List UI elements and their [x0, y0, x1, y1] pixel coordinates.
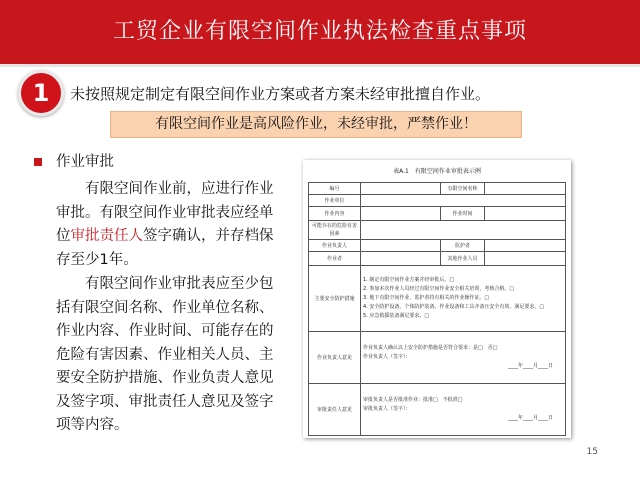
leader-opinion-text: 作业负责人确认以上安全防护措施是否符合要求：是□ 否□ [363, 345, 498, 351]
approval-form-image [303, 160, 571, 438]
form-label-others: 其他作业人员 [441, 252, 485, 266]
form-leader-opinion [361, 332, 566, 384]
measure-item: 5. 应急救援装备满足要求。□ [363, 313, 430, 319]
slide-title: 工贸企业有限空间作业执法检查重点事项 [112, 19, 527, 44]
title-bar [0, 0, 640, 67]
form-label-leader-opinion: 作业负责人意见 [309, 332, 361, 384]
form-label-space-name: 有限空间名称 [441, 183, 485, 195]
form-measures [361, 266, 566, 332]
leader-date: ____年____月____日 [507, 363, 553, 369]
approver-signature: 审批负责人（签字）： [363, 406, 411, 412]
approver-emphasis: 审批责任人 [70, 228, 143, 244]
form-cell [485, 240, 566, 252]
form-cell [361, 252, 441, 266]
approver-date: ____年____月____日 [507, 415, 553, 421]
violation-headline: 未按照规定制定有限空间作业方案或者方案未经审批擅自作业。 [70, 85, 491, 103]
form-cell [361, 195, 566, 207]
measure-item: 3. 地下有限空间作业，监护者持有相关的作业操作证。□ [363, 295, 490, 301]
form-label-number: 编号 [309, 183, 361, 195]
measure-item: 4. 安全防护设备、个体防护装备、作业设备和工具齐备且安全有效，满足要求。□ [363, 304, 545, 310]
form-cell [361, 183, 441, 195]
form-label-measures: 主要安全防护措施 [309, 266, 361, 332]
form-label-approver-opinion: 审批责任人意见 [309, 384, 361, 436]
form-label-leader: 作业负责人 [309, 240, 361, 252]
form-cell [485, 183, 566, 195]
form-cell [361, 207, 441, 221]
form-cell [485, 207, 566, 221]
form-label-guardian: 监护者 [441, 240, 485, 252]
form-label-hazards: 可能存在的危险有害因素 [309, 221, 361, 240]
para1-text-a: 有限空间作业前，应进行作业审批。有限空间作业审批表应经单位 [56, 181, 274, 244]
paragraph-approval [56, 178, 286, 272]
form-label-time: 作业时间 [441, 207, 485, 221]
item-number-badge: 1 [18, 70, 64, 116]
section-heading: 作业审批 [56, 154, 114, 170]
square-bullet-icon [34, 158, 42, 166]
form-label-unit: 作业单位 [309, 195, 361, 207]
form-approver-opinion [361, 384, 566, 436]
approval-form-table [308, 182, 566, 436]
form-cell [485, 252, 566, 266]
warning-highlight: 有限空间作业是高风险作业，未经审批，严禁作业！ [110, 111, 522, 138]
form-cell [361, 240, 441, 252]
form-label-worker: 作业者 [309, 252, 361, 266]
leader-signature: 作业负责人（签字）： [363, 354, 411, 360]
form-cell [361, 221, 566, 240]
paragraph-form-contents: 有限空间作业审批表应至少包括有限空间名称、作业单位名称、作业内容、作业时间、可能存在的危险有害因素、作业相关人员、主要安全防护措施、作业负责人意见及签字项、审批责任人意见及签字项等内容。 [56, 276, 274, 433]
form-title: 表A.1 有限空间作业审批表示例 [393, 168, 481, 175]
measure-item: 2. 参加本次作业人员经过有限空间作业安全相关培训，考核合格。□ [363, 286, 515, 292]
approver-opinion-text: 审批负责人是否批准作业：批准□ 不批准□ [363, 397, 463, 403]
page-number: 15 [586, 447, 598, 457]
form-label-content: 作业内容 [309, 207, 361, 221]
measure-item: 1. 制定有限空间作业方案并经审批后。□ [363, 277, 455, 283]
para1-text-b: 签字确认，并存档保存至少1年。 [56, 228, 274, 268]
